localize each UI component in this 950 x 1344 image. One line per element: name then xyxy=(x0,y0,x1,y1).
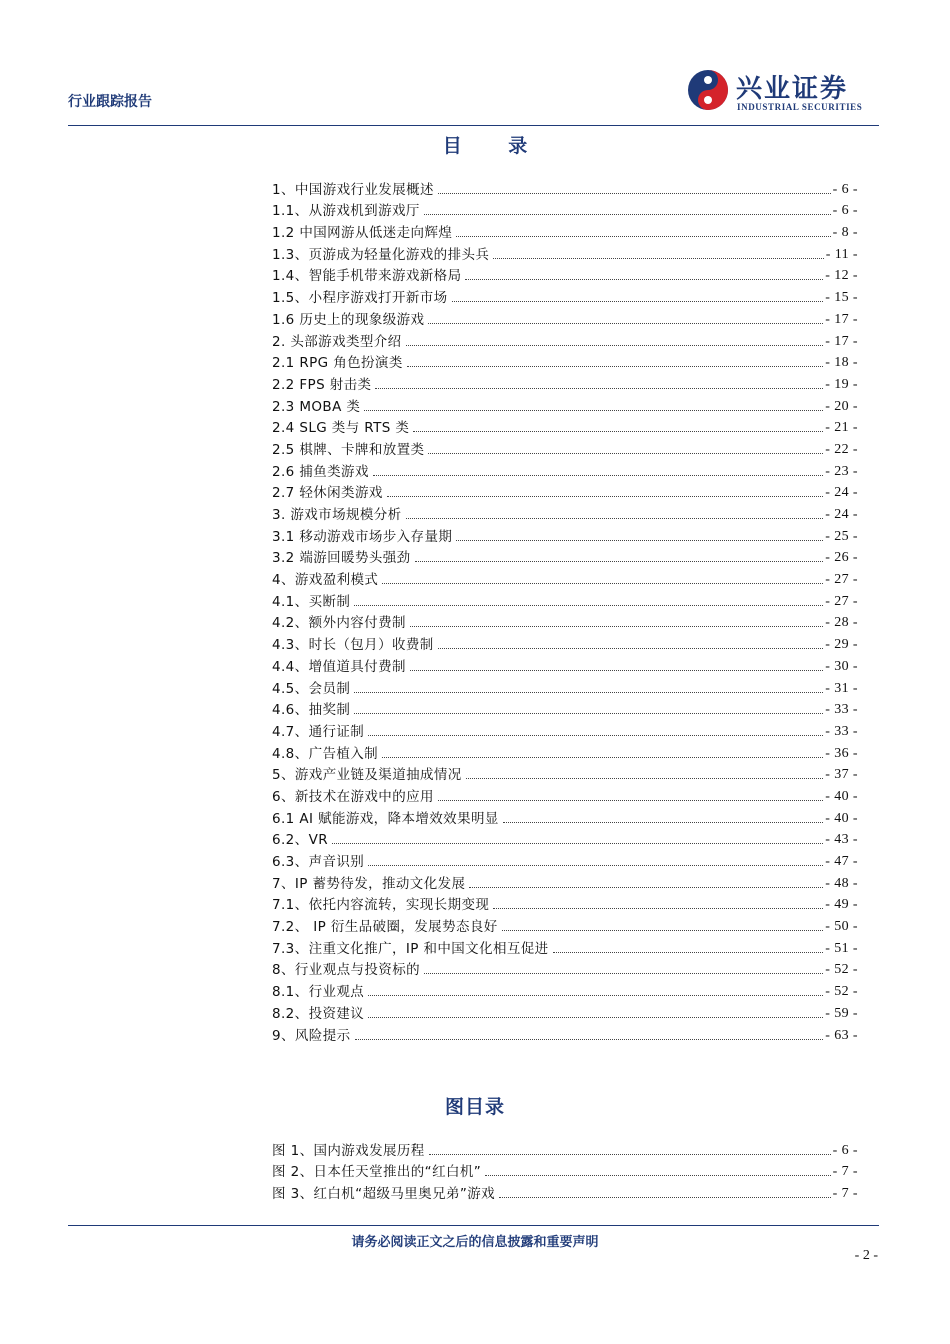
toc-entry-label: 6、新技术在游戏中的应用 xyxy=(272,788,434,805)
dot-leader xyxy=(553,952,824,953)
dot-leader xyxy=(368,1017,823,1018)
toc-entry[interactable] xyxy=(272,219,858,241)
dot-leader xyxy=(502,930,824,931)
toc-entry[interactable] xyxy=(272,892,858,914)
figure-table-of-contents xyxy=(272,1137,858,1202)
dot-leader xyxy=(452,301,824,302)
dot-leader xyxy=(469,887,823,888)
toc-entry-label: 8.1、行业观点 xyxy=(272,984,365,1001)
toc-entry[interactable] xyxy=(272,393,858,415)
dot-leader xyxy=(493,258,824,259)
toc-entry[interactable] xyxy=(272,740,858,762)
toc-entry[interactable] xyxy=(272,501,858,523)
toc-entry[interactable] xyxy=(272,263,858,285)
toc-entry-label: 4.1、买断制 xyxy=(272,593,351,610)
footer-divider xyxy=(68,1225,879,1226)
toc-entry-page: - 30 - xyxy=(825,658,858,674)
toc-entry-label: 4.8、广告植入制 xyxy=(272,745,379,762)
toc-entry[interactable] xyxy=(272,631,858,653)
toc-entry-label: 4.3、时长（包月）收费制 xyxy=(272,637,434,654)
toc-entry-page: - 50 - xyxy=(825,919,858,935)
toc-entry[interactable] xyxy=(272,176,858,198)
toc-entry-page: - 33 - xyxy=(825,723,858,739)
figure-toc-entry-page: - 7 - xyxy=(832,1164,858,1180)
toc-entry[interactable] xyxy=(272,306,858,328)
toc-entry-label: 5、游戏产业链及渠道抽成情况 xyxy=(272,767,462,784)
logo-english-name: INDUSTRIAL SECURITIES xyxy=(737,102,863,112)
toc-entry-label: 2.5 棋牌、卡牌和放置类 xyxy=(272,441,425,458)
toc-entry[interactable] xyxy=(272,350,858,372)
toc-entry-page: - 17 - xyxy=(825,311,858,327)
toc-entry[interactable] xyxy=(272,198,858,220)
toc-entry-label: 7、IP 蓄势待发，推动文化发展 xyxy=(272,875,466,892)
toc-entry-label: 6.1 AI 赋能游戏，降本增效效果明显 xyxy=(272,810,499,827)
toc-entry-page: - 29 - xyxy=(825,637,858,653)
toc-entry[interactable] xyxy=(272,848,858,870)
toc-entry[interactable] xyxy=(272,566,858,588)
dot-leader xyxy=(456,540,823,541)
dot-leader xyxy=(438,193,831,194)
toc-entry-page: - 36 - xyxy=(825,745,858,761)
toc-entry-label: 1.4、智能手机带来游戏新格局 xyxy=(272,268,462,285)
toc-entry[interactable] xyxy=(272,827,858,849)
toc-entry-page: - 27 - xyxy=(825,593,858,609)
toc-entry-page: - 52 - xyxy=(825,962,858,978)
toc-entry-label: 4.4、增值道具付费制 xyxy=(272,658,406,675)
toc-entry-page: - 24 - xyxy=(825,485,858,501)
dot-leader xyxy=(499,1197,831,1198)
dot-leader xyxy=(375,388,823,389)
toc-entry-page: - 40 - xyxy=(825,810,858,826)
toc-entry-page: - 26 - xyxy=(825,550,858,566)
toc-entry-label: 1.6 历史上的现象级游戏 xyxy=(272,311,425,328)
toc-entry-label: 2.1 RPG 角色扮演类 xyxy=(272,355,403,372)
toc-entry-label: 4.7、通行证制 xyxy=(272,723,365,740)
toc-entry-label: 6.2、VR xyxy=(272,832,328,849)
toc-entry-page: - 33 - xyxy=(825,702,858,718)
dot-leader xyxy=(466,778,824,779)
toc-entry-label: 9、风险提示 xyxy=(272,1027,351,1044)
toc-entry[interactable] xyxy=(272,978,858,1000)
toc-entry-page: - 8 - xyxy=(832,225,858,241)
toc-entry[interactable] xyxy=(272,935,858,957)
figure-toc-entry[interactable] xyxy=(272,1137,858,1159)
toc-entry-page: - 22 - xyxy=(825,441,858,457)
toc-entry-page: - 49 - xyxy=(825,897,858,913)
toc-entry[interactable] xyxy=(272,284,858,306)
dot-leader xyxy=(382,757,823,758)
dot-leader xyxy=(364,410,823,411)
toc-entry-page: - 11 - xyxy=(825,246,858,262)
dot-leader xyxy=(368,865,823,866)
dot-leader xyxy=(407,366,824,367)
dot-leader xyxy=(387,496,824,497)
toc-entry-page: - 31 - xyxy=(825,680,858,696)
toc-entry[interactable] xyxy=(272,610,858,632)
toc-entry[interactable] xyxy=(272,783,858,805)
toc-entry-page: - 17 - xyxy=(825,333,858,349)
toc-entry-page: - 51 - xyxy=(825,940,858,956)
toc-entry-label: 8、行业观点与投资标的 xyxy=(272,962,420,979)
toc-entry-page: - 59 - xyxy=(825,1005,858,1021)
dot-leader xyxy=(410,626,823,627)
dot-leader xyxy=(429,1154,831,1155)
dot-leader xyxy=(373,475,823,476)
dot-leader xyxy=(410,670,823,671)
figure-toc-entry-label: 图 3、红白机“超级马里奥兄弟”游戏 xyxy=(272,1186,496,1203)
toc-entry[interactable] xyxy=(272,1022,858,1044)
toc-entry-label: 6.3、声音识别 xyxy=(272,854,365,870)
report-type-label: 行业跟踪报告 xyxy=(68,94,152,110)
toc-entry-label: 4、游戏盈利模式 xyxy=(272,572,379,589)
toc-title: 目 录 xyxy=(442,135,548,157)
toc-entry-page: - 48 - xyxy=(825,875,858,891)
toc-entry[interactable] xyxy=(272,328,858,350)
dot-leader xyxy=(354,713,823,714)
dot-leader xyxy=(438,800,823,801)
page-number: - 2 - xyxy=(854,1248,878,1263)
logo-chinese-name: 兴业证券 xyxy=(736,74,849,104)
toc-entry[interactable] xyxy=(272,957,858,979)
toc-entry-label: 1、中国游戏行业发展概述 xyxy=(272,181,434,198)
dot-leader xyxy=(413,431,823,432)
dot-leader xyxy=(354,692,823,693)
dot-leader xyxy=(438,648,824,649)
figure-toc-entry[interactable] xyxy=(272,1159,858,1181)
toc-entry[interactable] xyxy=(272,870,858,892)
header-divider xyxy=(68,125,879,126)
toc-entry-label: 1.3、页游成为轻量化游戏的排头兵 xyxy=(272,246,490,263)
toc-entry[interactable] xyxy=(272,436,858,458)
toc-entry-page: - 23 - xyxy=(825,463,858,479)
toc-entry-label: 3. 游戏市场规模分析 xyxy=(272,507,402,523)
dot-leader xyxy=(493,908,823,909)
toc-entry-label: 3.1 移动游戏市场步入存量期 xyxy=(272,528,453,545)
toc-entry-label: 2.7 轻休闲类游戏 xyxy=(272,485,383,502)
toc-entry-page: - 12 - xyxy=(825,268,858,284)
toc-entry-label: 7.1、依托内容流转，实现长期变现 xyxy=(272,897,490,914)
dot-leader xyxy=(428,323,823,324)
toc-entry-page: - 63 - xyxy=(825,1027,858,1043)
dot-leader xyxy=(465,279,823,280)
toc-entry[interactable] xyxy=(272,588,858,610)
dot-leader xyxy=(415,561,824,562)
toc-entry[interactable] xyxy=(272,415,858,437)
toc-entry[interactable] xyxy=(272,805,858,827)
dot-leader xyxy=(382,583,823,584)
figure-toc-entry[interactable] xyxy=(272,1180,858,1202)
table-of-contents xyxy=(272,176,858,1044)
dot-leader xyxy=(503,822,823,823)
toc-entry-label: 2.6 捕鱼类游戏 xyxy=(272,463,369,480)
figure-toc-title: 图目录 xyxy=(444,1096,505,1118)
toc-entry-label: 2.4 SLG 类与 RTS 类 xyxy=(272,420,410,437)
toc-entry[interactable] xyxy=(272,762,858,784)
toc-entry[interactable] xyxy=(272,241,858,263)
toc-entry-page: - 28 - xyxy=(825,615,858,631)
toc-entry[interactable] xyxy=(272,718,858,740)
company-logo-icon xyxy=(686,68,730,112)
toc-entry-page: - 6 - xyxy=(832,203,858,219)
toc-entry[interactable] xyxy=(272,480,858,502)
toc-entry-page: - 43 - xyxy=(825,832,858,848)
toc-entry-label: 7.3、注重文化推广，IP 和中国文化相互促进 xyxy=(272,940,549,957)
company-logo xyxy=(686,66,876,118)
toc-entry[interactable] xyxy=(272,523,858,545)
toc-entry-label: 1.5、小程序游戏打开新市场 xyxy=(272,290,448,307)
toc-entry-label: 4.6、抽奖制 xyxy=(272,702,351,719)
toc-entry-page: - 24 - xyxy=(825,507,858,522)
toc-entry-page: - 52 - xyxy=(825,984,858,1000)
toc-entry-label: 8.2、投资建议 xyxy=(272,1005,365,1022)
dot-leader xyxy=(355,1039,824,1040)
toc-entry-page: - 19 - xyxy=(825,376,858,392)
toc-entry-label: 4.2、额外内容付费制 xyxy=(272,615,406,632)
toc-entry-page: - 27 - xyxy=(825,572,858,588)
toc-entry-label: 2.3 MOBA 类 xyxy=(272,398,361,415)
toc-entry-label: 2.2 FPS 射击类 xyxy=(272,376,372,393)
toc-entry-label: 3.2 端游回暖势头强劲 xyxy=(272,550,411,567)
toc-entry[interactable] xyxy=(272,653,858,675)
toc-entry-page: - 15 - xyxy=(825,290,858,306)
toc-entry[interactable] xyxy=(272,1000,858,1022)
toc-entry-page: - 20 - xyxy=(825,398,858,414)
figure-toc-entry-label: 图 1、国内游戏发展历程 xyxy=(272,1142,425,1159)
footer-disclaimer: 请务必阅读正文之后的信息披露和重要声明 xyxy=(351,1235,599,1250)
toc-entry-page: - 37 - xyxy=(825,767,858,783)
dot-leader xyxy=(368,995,823,996)
toc-entry-label: 1.2 中国网游从低迷走向辉煌 xyxy=(272,225,453,242)
toc-entry-label: 2. 头部游戏类型介绍 xyxy=(272,333,402,350)
toc-entry-page: - 40 - xyxy=(825,788,858,804)
dot-leader xyxy=(368,735,823,736)
dot-leader xyxy=(332,843,823,844)
toc-entry-page: - 18 - xyxy=(825,355,858,371)
dot-leader xyxy=(485,1175,831,1176)
dot-leader xyxy=(424,973,823,974)
dot-leader xyxy=(424,214,831,215)
toc-entry[interactable] xyxy=(272,675,858,697)
dot-leader xyxy=(428,453,823,454)
dot-leader xyxy=(354,605,823,606)
toc-entry[interactable] xyxy=(272,545,858,567)
toc-entry-label: 4.5、会员制 xyxy=(272,680,351,697)
toc-entry[interactable] xyxy=(272,371,858,393)
dot-leader xyxy=(406,518,824,519)
toc-entry-page: - 21 - xyxy=(825,420,858,436)
figure-toc-entry-page: - 6 - xyxy=(832,1142,858,1158)
toc-entry-label: 7.2、 IP 衍生品破圈，发展势态良好 xyxy=(272,919,498,936)
figure-toc-entry-label: 图 2、日本任天堂推出的“红白机” xyxy=(272,1164,482,1181)
toc-entry-page: - 47 - xyxy=(825,854,858,869)
toc-entry[interactable] xyxy=(272,913,858,935)
toc-entry-page: - 25 - xyxy=(825,528,858,544)
toc-entry-page: - 6 - xyxy=(832,181,858,197)
dot-leader xyxy=(406,345,824,346)
dot-leader xyxy=(456,236,830,237)
figure-toc-entry-page: - 7 - xyxy=(832,1186,858,1202)
toc-entry[interactable] xyxy=(272,697,858,719)
toc-entry-label: 1.1、从游戏机到游戏厅 xyxy=(272,203,420,220)
toc-entry[interactable] xyxy=(272,458,858,480)
